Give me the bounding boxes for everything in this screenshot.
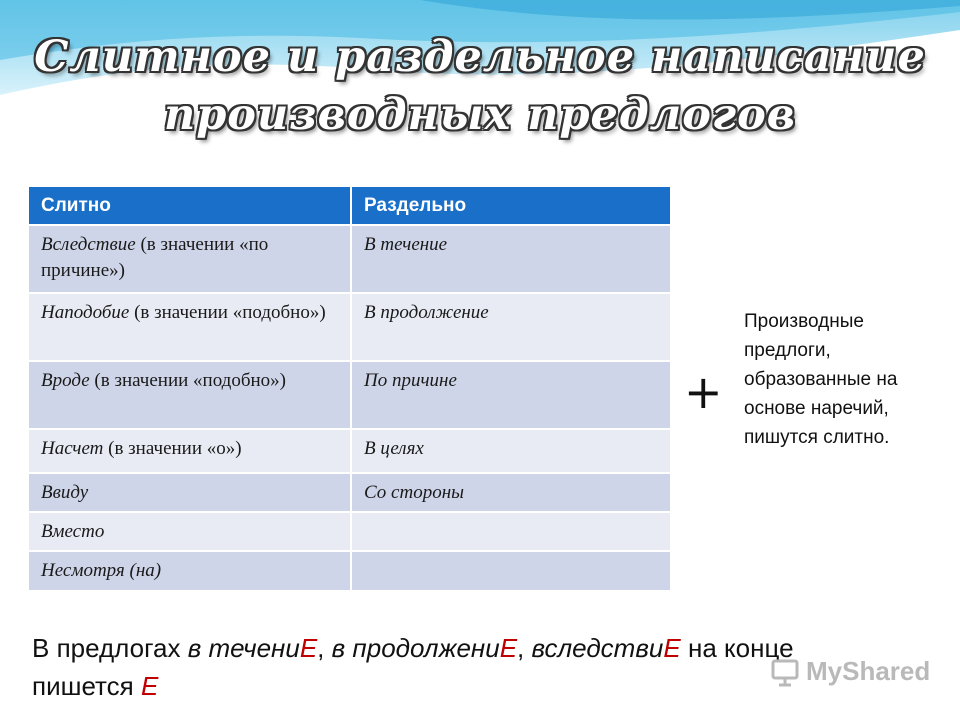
title-line-2: производных предлогов — [163, 90, 797, 140]
cell-merged — [29, 551, 351, 590]
table-header-row — [29, 187, 670, 225]
preposition: Со стороны — [364, 482, 465, 503]
rule-prefix: В предлогах — [32, 633, 188, 663]
meaning-note: (в значении «о») — [103, 438, 242, 459]
header-separate: Раздельно — [351, 187, 670, 225]
table-row — [29, 361, 670, 429]
rule-word-1 — [188, 633, 317, 663]
preposition: По причине — [364, 370, 457, 391]
preposition: Наподобие — [41, 302, 130, 323]
rule-sep-1: , — [317, 633, 332, 663]
rule-ending-3: Е — [663, 633, 681, 663]
table-row — [29, 293, 670, 361]
rule-word-3-stem: вследстви — [531, 633, 664, 663]
cell-merged — [29, 512, 351, 551]
cell-merged — [29, 361, 351, 429]
rule-word-2 — [332, 633, 517, 663]
table-row — [29, 473, 670, 512]
table-row — [29, 225, 670, 293]
presentation-board-icon — [770, 657, 800, 687]
meaning-note: (в значении «подобно») — [129, 302, 326, 323]
rule-word-3 — [531, 633, 680, 663]
rule-ending-1: Е — [299, 633, 318, 663]
rule-ending-4: Е — [140, 671, 159, 701]
cell-separate — [351, 429, 670, 473]
cell-merged — [29, 429, 351, 473]
title-line-1: Слитное и раздельное написание — [34, 32, 926, 82]
rule-sep-2: , — [517, 633, 532, 663]
table-row — [29, 429, 670, 473]
cell-separate — [351, 293, 670, 361]
cell-separate — [351, 473, 670, 512]
cell-separate — [351, 551, 670, 590]
slide-title — [0, 28, 960, 144]
meaning-note: (в значении «подобно») — [89, 370, 286, 391]
rule-word-2-stem: в продолжени — [331, 633, 500, 663]
preposition: В продолжение — [364, 302, 489, 323]
preposition: Вместо — [41, 521, 105, 542]
rule-ending-2: Е — [499, 633, 518, 663]
meaning-note: (в значении «по причине») — [41, 234, 269, 281]
preposition: Вследствие — [41, 234, 136, 255]
cell-merged — [29, 293, 351, 361]
preposition: Вроде — [41, 370, 90, 391]
preposition: В целях — [364, 438, 424, 459]
cell-separate — [351, 225, 670, 293]
prepositions-table — [29, 187, 670, 590]
plus-sign: + — [684, 365, 723, 419]
rule-word-1-stem: в течени — [187, 633, 300, 663]
preposition: Несмотря (на) — [41, 560, 162, 581]
cell-separate — [351, 512, 670, 551]
preposition: В течение — [364, 234, 448, 255]
rule-suffix: на конце пишется — [32, 633, 794, 701]
watermark — [770, 656, 930, 687]
side-note: Производные предлоги, образованные на основе наречий, пишутся слитно. — [744, 311, 898, 448]
preposition: Насчет — [41, 438, 104, 459]
table-row — [29, 551, 670, 590]
rule-text — [32, 629, 832, 705]
preposition: Ввиду — [41, 482, 89, 503]
cell-merged — [29, 225, 351, 293]
watermark-text: MyShared — [806, 656, 931, 686]
cell-separate — [351, 361, 670, 429]
cell-merged — [29, 473, 351, 512]
table-row — [29, 512, 670, 551]
header-merged: Слитно — [29, 187, 351, 225]
